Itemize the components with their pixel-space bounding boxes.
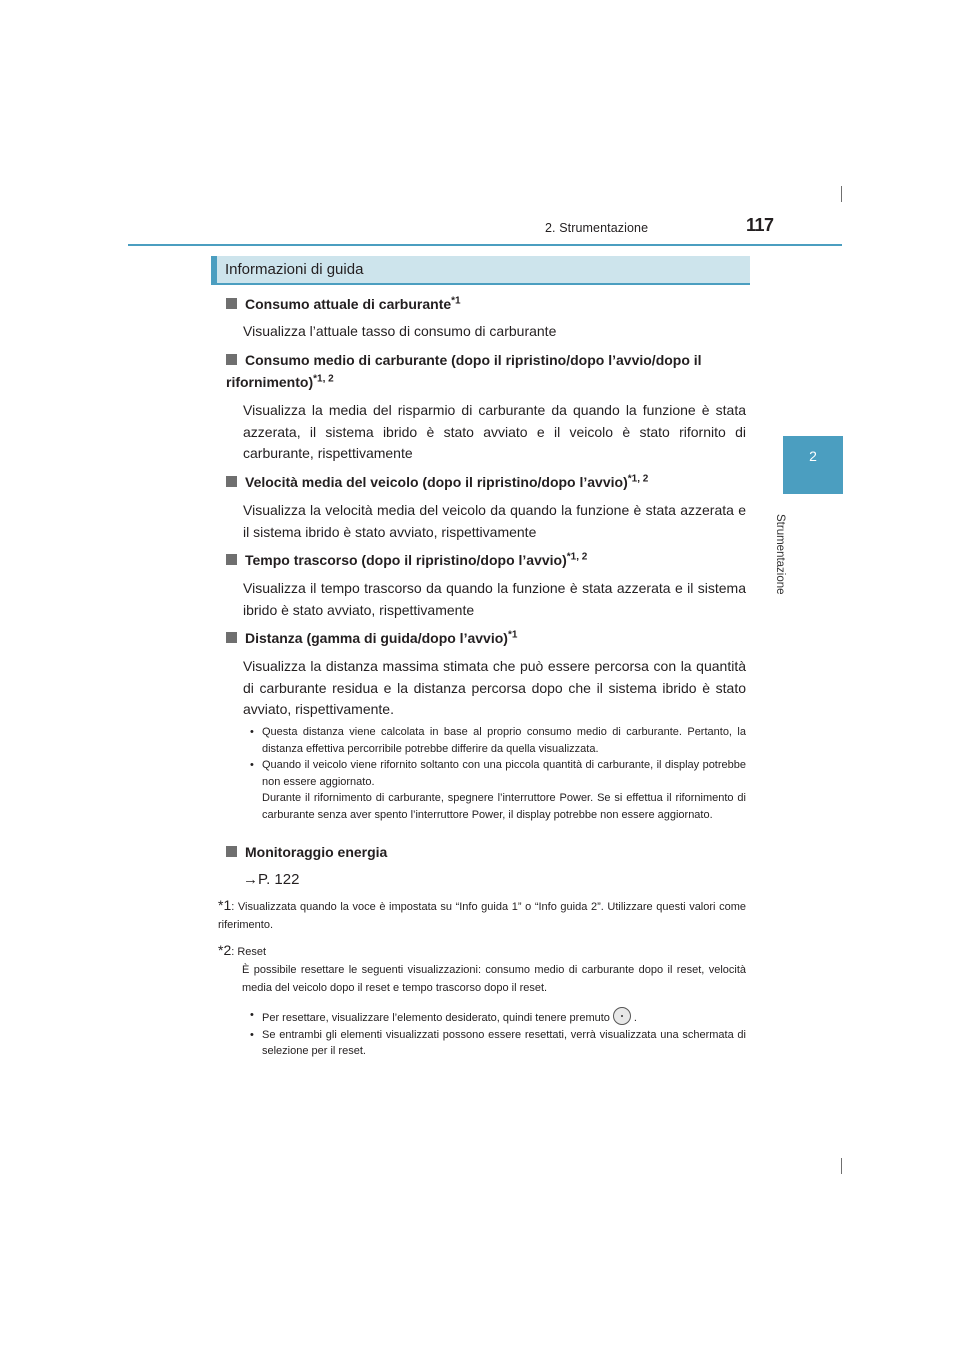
note-continuation: Durante il rifornimento di carburante, spegnere l’interruttore Power. Se si effettua il rifornimento di carburante senza aver spento l’interruttore Power, il display potrebbe non essere aggiornato. [262, 792, 746, 821]
footnote-ref: *1 [507, 629, 518, 641]
note-bullet: • Quando il veicolo viene rifornito soltanto con una piccola quantità di carburante, il display potrebbe non essere aggiornato. [250, 759, 746, 788]
item-description: Visualizza il tempo trascorso da quando la funzione è stata azzerata e il sistema ibrido è stato avviato, rispettivamente [243, 580, 746, 618]
item-description: Visualizza la velocità media del veicolo da quando la funzione è stata azzerata e il sistema ibrido è stato avviato, rispettivamente [243, 502, 746, 540]
footnote-ref: *1, 2 [566, 551, 588, 563]
select-button-icon [613, 1007, 631, 1025]
square-bullet-icon [226, 554, 237, 565]
square-bullet-icon [226, 476, 237, 487]
footnote-2-notes [250, 1007, 746, 1060]
item-notes [250, 724, 746, 823]
item-heading: Velocità media del veicolo (dopo il ripristino/dopo l’avvio)$^{*1, 2}$ [226, 471, 756, 493]
item-heading: Consumo medio di carburante (dopo il ripristino/dopo l’avvio/dopo il rifornimento)$^{*1, 2}$ [226, 352, 702, 390]
header-rule [128, 244, 842, 246]
item-heading: Monitoraggio energia [226, 841, 756, 863]
section-title-box [211, 256, 750, 285]
crop-mark-bottom [841, 1158, 842, 1174]
section-title: Informazioni di guida [225, 261, 364, 278]
square-bullet-icon [226, 298, 237, 309]
note-bullet: • Per resettare, visualizzare l’elemento desiderato, quindi tenere premuto . [250, 1009, 637, 1024]
note-bullet: • Questa distanza viene calcolata in base al proprio consumo medio di carburante. Pertanto, la distanza effettiva percorribile potrebbe differire da quella visualizzata. [250, 726, 746, 755]
square-bullet-icon [226, 846, 237, 857]
footnote-ref: *1 [451, 295, 461, 307]
footnote-2: *2: Reset È possibile resettare le seguenti visualizzazioni: consumo medio di carburante dopo il reset, velocità media del veicolo dopo il reset e tempo trascorso dopo il reset. [218, 941, 746, 997]
running-header-section: 2. Strumentazione [545, 221, 649, 235]
chapter-number: 2 [809, 448, 817, 464]
item-heading: Consumo attuale di carburante$^{*1}$ [226, 293, 756, 315]
page-reference-link[interactable]: →P. 122 [243, 871, 300, 888]
item-description: Visualizza la media del risparmio di carburante da quando la funzione è stata azzerata, il sistema ibrido è stato avviato e il veicolo è stato rifornito di carburante, rispettivamente [243, 402, 746, 461]
crop-mark-top [841, 186, 842, 202]
square-bullet-icon [226, 354, 237, 365]
note-bullet: • Se entrambi gli elementi visualizzati possono essere resettati, verrà visualizzata una schermata di selezione per il reset. [250, 1028, 746, 1057]
item-description: Visualizza la distanza massima stimata che può essere percorsa con la quantità di carburante residua e la distanza percorsa dopo che il sistema ibrido è stato avviato, rispettivamente. [243, 658, 746, 717]
chapter-label-text: Strumentazione [774, 514, 786, 595]
page-number: 117 [746, 215, 774, 235]
footnote-ref: *1, 2 [313, 373, 334, 385]
item-heading: Distanza (gamma di guida/dopo l’avvio)$^{*1}$ [226, 627, 756, 649]
chapter-label [774, 514, 805, 604]
item-heading: Tempo trascorso (dopo il ripristino/dopo l’avvio)$^{*1, 2}$ [226, 549, 756, 571]
item-description: Visualizza l’attuale tasso di consumo di carburante [243, 323, 557, 339]
footnote-1: *1: Visualizzata quando la voce è impostata su “Info guida 1” o “Info guida 2”. Utilizzare questi valori come riferimento. [218, 897, 746, 931]
footnote-ref: *1, 2 [627, 473, 649, 485]
footnote-2-text: È possibile resettare le seguenti visualizzazioni: consumo medio di carburante dopo il reset, velocità media del veicolo dopo il reset e tempo trascorso dopo il reset. [242, 964, 746, 994]
chapter-tab [783, 436, 843, 494]
square-bullet-icon [226, 632, 237, 643]
